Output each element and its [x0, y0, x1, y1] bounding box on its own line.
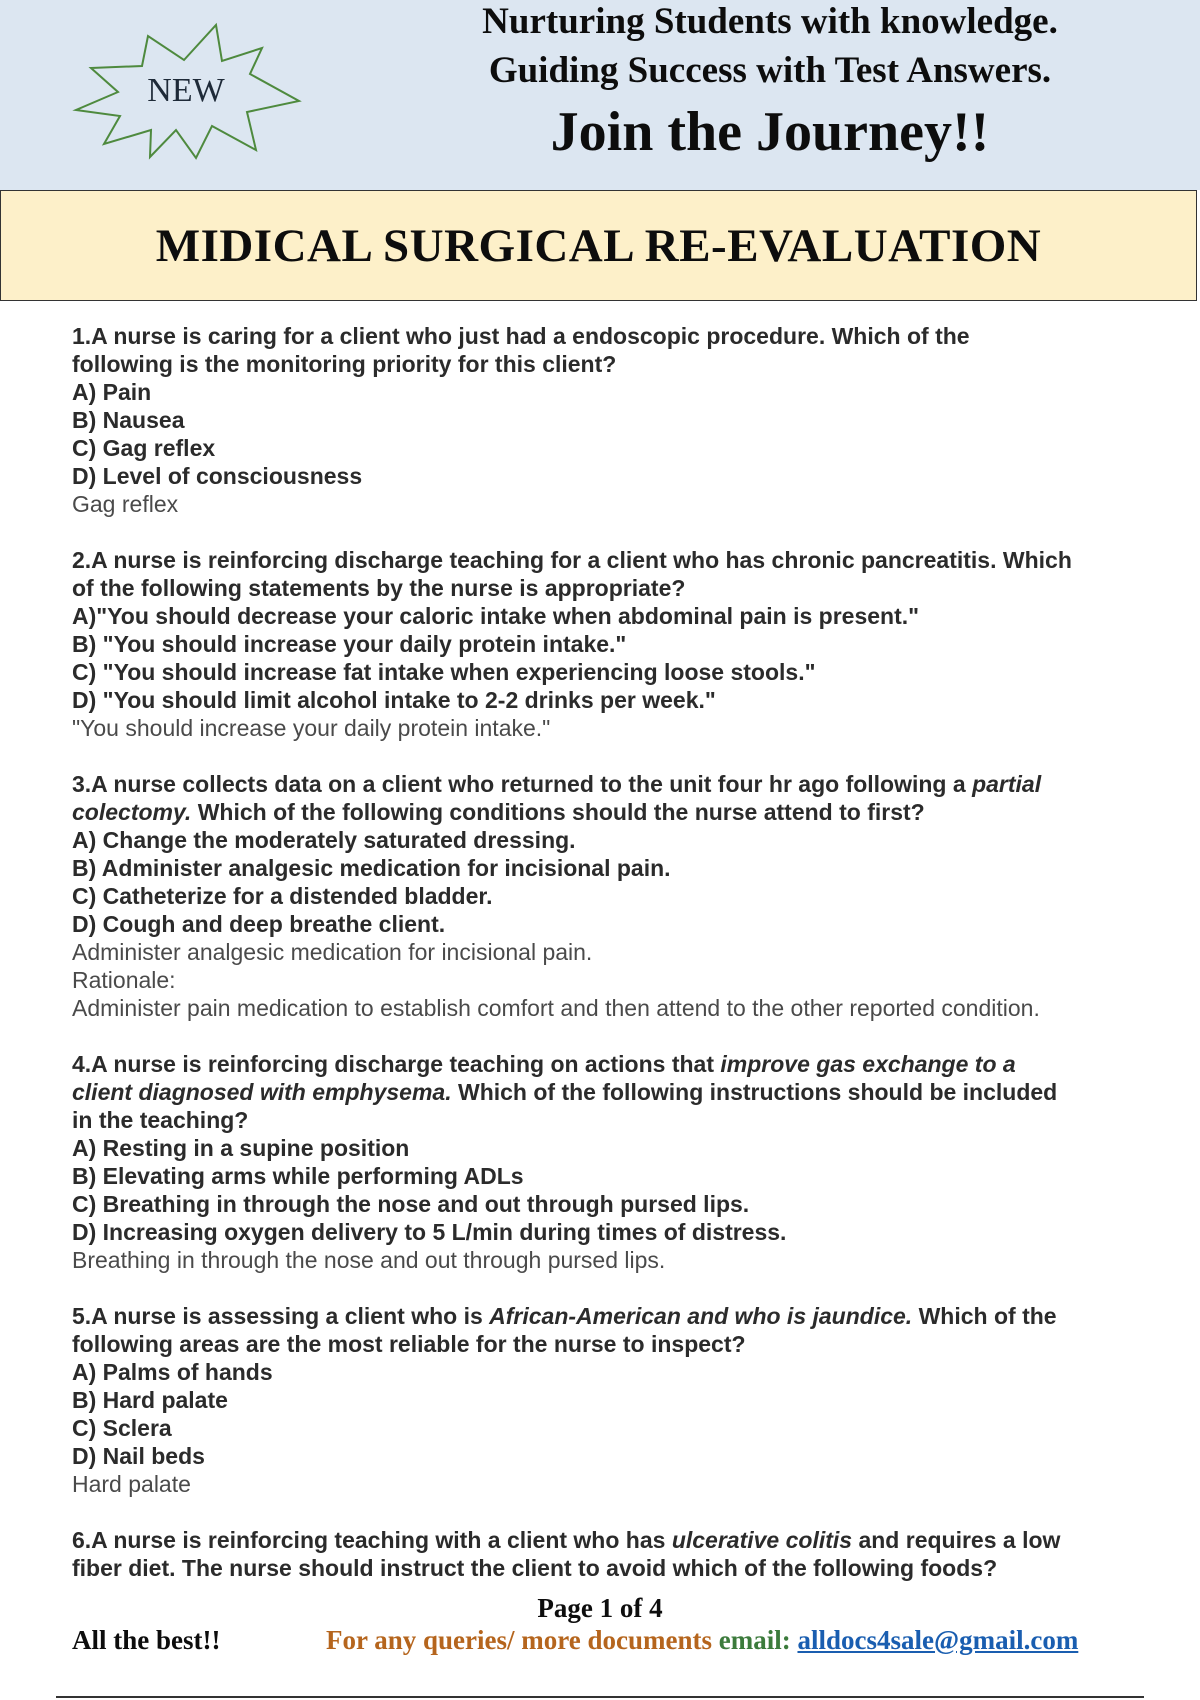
option-b: B) Elevating arms while performing ADLs: [72, 1163, 524, 1189]
question-stem: in the teaching?: [72, 1107, 249, 1133]
option-d: D) Level of consciousness: [72, 463, 363, 489]
question-stem: colectomy. Which of the following conditions should the nurse attend to first?: [72, 799, 925, 825]
question-stem: 4.A nurse is reinforcing discharge teaching on actions that improve gas exchange to a: [72, 1051, 1016, 1077]
page-number: Page 1 of 4: [537, 1593, 663, 1623]
option-d: D) Increasing oxygen delivery to 5 L/min during times of distress.: [72, 1219, 787, 1245]
question-stem: following is the monitoring priority for this client?: [72, 351, 617, 377]
emphasis-text: ulcerative colitis: [671, 1527, 853, 1553]
page-footer: [0, 1593, 1200, 1693]
option-d: D) Cough and deep breathe client.: [72, 911, 446, 937]
option-c: C) Breathing in through the nose and out through pursed lips.: [72, 1191, 750, 1217]
question-stem: 1.A nurse is caring for a client who just had a endoscopic procedure. Which of the: [72, 323, 970, 349]
tagline-success: Guiding Success with Test Answers.: [488, 50, 1052, 91]
option-b: B) "You should increase your daily protein intake.": [72, 631, 627, 657]
new-badge-label: NEW: [147, 72, 225, 109]
document-title: MIDICAL SURGICAL RE-EVALUATION: [155, 220, 1042, 272]
rationale-label: Rationale:: [72, 967, 176, 993]
email-link[interactable]: alldocs4sale@gmail.com: [797, 1625, 1079, 1655]
option-c: C) Sclera: [72, 1415, 172, 1441]
question-3: [72, 770, 1132, 1022]
option-a: A) Palms of hands: [72, 1359, 273, 1385]
option-b: B) Hard palate: [72, 1387, 228, 1413]
answer: Hard palate: [72, 1471, 191, 1497]
option-a: A) Pain: [72, 379, 152, 405]
emphasis-text: improve gas exchange to a: [720, 1051, 1016, 1077]
question-4: [72, 1050, 1132, 1274]
document-title-box: [0, 190, 1197, 301]
contact-prefix: For any queries/ more documents: [326, 1625, 719, 1655]
contact-label: email:: [718, 1625, 798, 1655]
option-b: B) Nausea: [72, 407, 185, 433]
option-d: D) "You should limit alcohol intake to 2-2 drinks per week.": [72, 687, 716, 713]
question-stem: 2.A nurse is reinforcing discharge teaching for a client who has chronic pancreatitis. Which: [72, 547, 1072, 573]
question-list: [72, 322, 1132, 1610]
option-c: C) "You should increase fat intake when experiencing loose stools.": [72, 659, 816, 685]
answer: "You should increase your daily protein intake.": [72, 715, 551, 741]
option-d: D) Nail beds: [72, 1443, 205, 1469]
answer: Breathing in through the nose and out through pursed lips.: [72, 1247, 666, 1273]
question-stem: of the following statements by the nurse is appropriate?: [72, 575, 686, 601]
question-1: [72, 322, 1132, 518]
header-banner: [0, 0, 1200, 190]
question-stem: following areas are the most reliable for the nurse to inspect?: [72, 1331, 746, 1357]
question-6: [72, 1526, 1132, 1582]
question-stem: fiber diet. The nurse should instruct the client to avoid which of the following foods?: [72, 1555, 998, 1581]
emphasis-text: partial: [972, 771, 1042, 797]
question-stem: 6.A nurse is reinforcing teaching with a client who has ulcerative colitis and requires a low: [72, 1527, 1061, 1553]
option-a: A)"You should decrease your caloric intake when abdominal pain is present.": [72, 603, 920, 629]
option-a: A) Resting in a supine position: [72, 1135, 410, 1161]
option-a: A) Change the moderately saturated dressing.: [72, 827, 576, 853]
question-5: [72, 1302, 1132, 1498]
question-stem: 3.A nurse collects data on a client who returned to the unit four hr ago following a partial: [72, 771, 1042, 797]
option-b: B) Administer analgesic medication for incisional pain.: [72, 855, 671, 881]
tagline-knowledge: Nurturing Students with knowledge.: [482, 1, 1058, 42]
footer-divider: [56, 1696, 1144, 1698]
option-c: C) Catheterize for a distended bladder.: [72, 883, 493, 909]
emphasis-text: client diagnosed with emphysema.: [72, 1079, 452, 1105]
question-2: [72, 546, 1132, 742]
contact-line: [326, 1625, 1078, 1656]
option-c: C) Gag reflex: [72, 435, 216, 461]
answer: Administer analgesic medication for incisional pain.: [72, 939, 593, 965]
emphasis-text: colectomy.: [72, 799, 192, 825]
question-stem: 5.A nurse is assessing a client who is African-American and who is jaundice. Which of the: [72, 1303, 1057, 1329]
tagline-journey: Join the Journey!!: [550, 101, 990, 163]
answer: Gag reflex: [72, 491, 179, 517]
closing-text: All the best!!: [72, 1625, 221, 1655]
question-stem: client diagnosed with emphysema. Which of the following instructions should be included: [72, 1079, 1058, 1105]
rationale-text: Administer pain medication to establish comfort and then attend to the other reported condition.: [72, 995, 1040, 1021]
emphasis-text: African-American and who is jaundice.: [489, 1303, 913, 1329]
